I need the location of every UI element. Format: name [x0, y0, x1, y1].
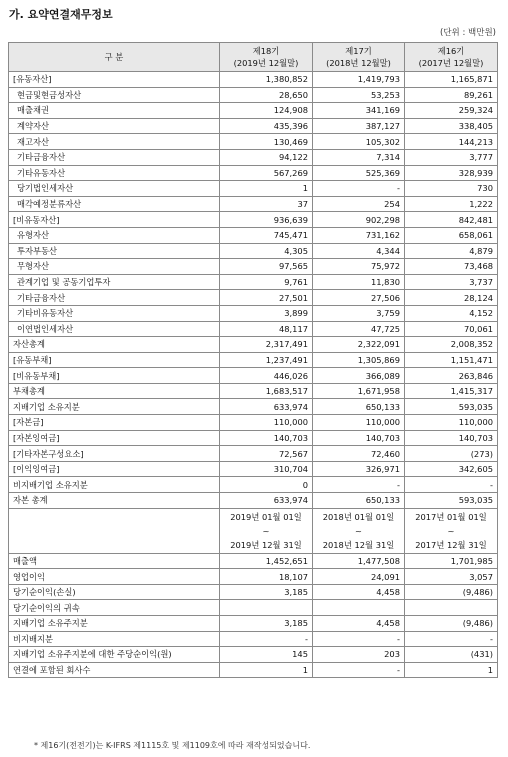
row-value-2: 328,939	[405, 165, 498, 181]
row-label: [유동부채]	[9, 352, 220, 368]
table-row	[9, 493, 498, 509]
row-value-2: (273)	[405, 446, 498, 462]
row-value-1: 4,344	[313, 243, 405, 259]
table-row	[9, 212, 498, 228]
row-value-0: 3,185	[220, 584, 313, 600]
table-row	[9, 600, 498, 616]
table-row	[9, 553, 498, 569]
row-value-2: 259,324	[405, 103, 498, 119]
row-value-0: 1,683,517	[220, 383, 313, 399]
table-header-row	[9, 43, 498, 72]
row-value-0: 2,317,491	[220, 337, 313, 353]
row-label: [유동자산]	[9, 72, 220, 88]
row-value-2: 2,008,352	[405, 337, 498, 353]
row-label: 기타유동자산	[9, 165, 220, 181]
period-0-from: 2019년 01월 01일	[230, 511, 302, 522]
table-row	[9, 274, 498, 290]
row-value-2: 263,846	[405, 368, 498, 384]
period-0-tilde: ~	[262, 525, 270, 536]
row-value-0: 3,185	[220, 616, 313, 632]
table-row	[9, 118, 498, 134]
header-col-0-sub: (2019년 12월말)	[233, 58, 299, 68]
period-0-to: 2019년 12월 31일	[230, 539, 302, 550]
row-value-0: 0	[220, 477, 313, 493]
row-value-1: 650,133	[313, 399, 405, 415]
row-value-0: 4,305	[220, 243, 313, 259]
row-value-1: -	[313, 181, 405, 197]
table-row	[9, 616, 498, 632]
row-label: 당기순이익(손실)	[9, 584, 220, 600]
row-value-2: (9,486)	[405, 616, 498, 632]
header-col-2	[405, 43, 498, 72]
row-label: [비유동자산]	[9, 212, 220, 228]
row-value-2: 144,213	[405, 134, 498, 150]
row-value-2: 1	[405, 662, 498, 678]
table-row	[9, 662, 498, 678]
row-value-0: 140,703	[220, 430, 313, 446]
row-label: 비지배지분	[9, 631, 220, 647]
table-row	[9, 368, 498, 384]
period-2-from: 2017년 01월 01일	[415, 511, 487, 522]
row-value-1: 11,830	[313, 274, 405, 290]
row-value-2: -	[405, 631, 498, 647]
table-row	[9, 87, 498, 103]
row-label: 연결에 포함된 회사수	[9, 662, 220, 678]
table-row	[9, 415, 498, 431]
row-value-1: 1,419,793	[313, 72, 405, 88]
row-label: [기타자본구성요소]	[9, 446, 220, 462]
row-value-0: 310,704	[220, 461, 313, 477]
row-value-0: 27,501	[220, 290, 313, 306]
period-cell-2	[405, 508, 498, 553]
row-value-0: 567,269	[220, 165, 313, 181]
header-col-1-sub: (2018년 12월말)	[326, 58, 391, 68]
row-value-0: 28,650	[220, 87, 313, 103]
table-row	[9, 305, 498, 321]
row-label: 부채총계	[9, 383, 220, 399]
row-value-1: 326,971	[313, 461, 405, 477]
row-value-1: 27,506	[313, 290, 405, 306]
period-cell-0	[220, 508, 313, 553]
row-value-0: 633,974	[220, 493, 313, 509]
row-label: 유형자산	[9, 227, 220, 243]
section-title: 가. 요약연결재무정보	[9, 8, 113, 21]
row-label: [자본금]	[9, 415, 220, 431]
row-value-2: 3,737	[405, 274, 498, 290]
row-value-2: 140,703	[405, 430, 498, 446]
row-value-0: 130,469	[220, 134, 313, 150]
row-value-1: 341,169	[313, 103, 405, 119]
row-label: 무형자산	[9, 259, 220, 275]
row-value-1: 105,302	[313, 134, 405, 150]
row-value-2: 658,061	[405, 227, 498, 243]
row-value-2: 1,701,985	[405, 553, 498, 569]
table-row	[9, 584, 498, 600]
row-value-1: -	[313, 477, 405, 493]
row-value-2: (431)	[405, 647, 498, 663]
row-value-1: -	[313, 631, 405, 647]
row-label: 계약자산	[9, 118, 220, 134]
row-value-1: 366,089	[313, 368, 405, 384]
table-row	[9, 227, 498, 243]
row-value-1: 1,477,508	[313, 553, 405, 569]
row-value-2: 342,605	[405, 461, 498, 477]
table-row	[9, 461, 498, 477]
row-value-1: 525,369	[313, 165, 405, 181]
table-row	[9, 446, 498, 462]
period-2-tilde: ~	[447, 525, 455, 536]
row-value-1: 72,460	[313, 446, 405, 462]
row-label: 당기순이익의 귀속	[9, 600, 220, 616]
unit-label: (단위 : 백만원)	[440, 28, 496, 38]
table-row	[9, 259, 498, 275]
footnote: * 제16기(전전기)는 K-IFRS 제1115호 및 제1109호에 따라 재작성되었습니다.	[34, 741, 311, 750]
table-row	[9, 430, 498, 446]
row-value-1: 4,458	[313, 584, 405, 600]
row-value-1: 387,127	[313, 118, 405, 134]
row-value-2: 28,124	[405, 290, 498, 306]
row-value-1	[313, 600, 405, 616]
table-row	[9, 243, 498, 259]
row-label: [이익잉여금]	[9, 461, 220, 477]
period-1-from: 2018년 01월 01일	[322, 511, 395, 522]
row-value-0: 435,396	[220, 118, 313, 134]
header-col-0-name: 제18기	[252, 46, 280, 56]
summary-financial-table	[8, 42, 498, 678]
row-value-0: 745,471	[220, 227, 313, 243]
header-col-2-name: 제16기	[437, 46, 465, 56]
row-value-2: 1,151,471	[405, 352, 498, 368]
row-label: [자본잉여금]	[9, 430, 220, 446]
row-value-1: 1,671,958	[313, 383, 405, 399]
row-value-0: 145	[220, 647, 313, 663]
header-col-0	[220, 43, 313, 72]
table-row	[9, 103, 498, 119]
header-col-1-name: 제17기	[345, 46, 372, 56]
row-value-1: 731,162	[313, 227, 405, 243]
row-value-0: 633,974	[220, 399, 313, 415]
table-row	[9, 165, 498, 181]
row-value-1: -	[313, 662, 405, 678]
row-label: 매출액	[9, 553, 220, 569]
header-item: 구 분	[9, 43, 220, 72]
row-value-0: 48,117	[220, 321, 313, 337]
row-label: 이연법인세자산	[9, 321, 220, 337]
table-row	[9, 321, 498, 337]
row-value-1: 140,703	[313, 430, 405, 446]
period-1-to: 2018년 12월 31일	[322, 539, 395, 550]
row-value-0: 1	[220, 181, 313, 197]
row-value-2: 1,165,871	[405, 72, 498, 88]
row-label: 기타금융자산	[9, 149, 220, 165]
table-row	[9, 196, 498, 212]
row-value-0: 1,452,651	[220, 553, 313, 569]
table-row	[9, 134, 498, 150]
row-label: 자산총계	[9, 337, 220, 353]
row-label: 지배기업 소유주지분에 대한 주당순이익(원)	[9, 647, 220, 663]
row-value-1: 2,322,091	[313, 337, 405, 353]
row-value-0: 97,565	[220, 259, 313, 275]
period-cell-1	[313, 508, 405, 553]
row-value-2: 593,035	[405, 399, 498, 415]
row-value-2: 110,000	[405, 415, 498, 431]
row-label: 기타금융자산	[9, 290, 220, 306]
row-value-1: 1,305,869	[313, 352, 405, 368]
table-row	[9, 631, 498, 647]
row-value-0: 1,380,852	[220, 72, 313, 88]
row-label: 매출채권	[9, 103, 220, 119]
header-col-1	[313, 43, 405, 72]
table-row	[9, 337, 498, 353]
table-row	[9, 383, 498, 399]
table-row	[9, 290, 498, 306]
row-value-1: 4,458	[313, 616, 405, 632]
period-row	[9, 508, 498, 553]
row-value-1: 75,972	[313, 259, 405, 275]
period-body	[9, 508, 498, 553]
row-value-1: 7,314	[313, 149, 405, 165]
row-label: 현금및현금성자산	[9, 87, 220, 103]
row-label: 기타비유동자산	[9, 305, 220, 321]
row-value-2: 338,405	[405, 118, 498, 134]
row-value-0: 72,567	[220, 446, 313, 462]
period-2-to: 2017년 12월 31일	[415, 539, 487, 550]
row-value-2: 73,468	[405, 259, 498, 275]
table-row	[9, 181, 498, 197]
table-row	[9, 399, 498, 415]
row-value-2	[405, 600, 498, 616]
row-value-1: 650,133	[313, 493, 405, 509]
row-label: 매각예정분류자산	[9, 196, 220, 212]
row-label: 자본 총계	[9, 493, 220, 509]
row-label: 지배기업 소유주지분	[9, 616, 220, 632]
row-value-1: 47,725	[313, 321, 405, 337]
row-value-1: 203	[313, 647, 405, 663]
table-row	[9, 569, 498, 585]
table-row	[9, 72, 498, 88]
period-label-cell	[9, 508, 220, 553]
row-value-0: 18,107	[220, 569, 313, 585]
row-value-2: 70,061	[405, 321, 498, 337]
row-value-2: 1,415,317	[405, 383, 498, 399]
row-value-2: 1,222	[405, 196, 498, 212]
row-value-0: 1,237,491	[220, 352, 313, 368]
row-value-2: (9,486)	[405, 584, 498, 600]
row-value-1: 254	[313, 196, 405, 212]
row-value-2: 3,057	[405, 569, 498, 585]
row-label: 관계기업 및 공동기업투자	[9, 274, 220, 290]
header-col-2-sub: (2017년 12월말)	[418, 58, 484, 68]
row-value-1: 3,759	[313, 305, 405, 321]
row-value-1: 110,000	[313, 415, 405, 431]
row-value-2: 730	[405, 181, 498, 197]
row-value-0: 1	[220, 662, 313, 678]
row-value-2: 4,152	[405, 305, 498, 321]
row-value-0: 9,761	[220, 274, 313, 290]
row-label: 재고자산	[9, 134, 220, 150]
row-value-1: 902,298	[313, 212, 405, 228]
row-value-0: 110,000	[220, 415, 313, 431]
period-1-tilde: ~	[355, 525, 362, 536]
table-row	[9, 477, 498, 493]
row-value-1: 53,253	[313, 87, 405, 103]
row-label: [비유동부채]	[9, 368, 220, 384]
row-value-2: 842,481	[405, 212, 498, 228]
table-row	[9, 352, 498, 368]
income-body	[9, 553, 498, 678]
row-label: 지배기업 소유지분	[9, 399, 220, 415]
row-value-0: 3,899	[220, 305, 313, 321]
row-value-0: 446,026	[220, 368, 313, 384]
table-row	[9, 647, 498, 663]
row-value-2: 4,879	[405, 243, 498, 259]
row-value-0: 936,639	[220, 212, 313, 228]
row-value-0: -	[220, 631, 313, 647]
row-value-0: 37	[220, 196, 313, 212]
row-label: 투자부동산	[9, 243, 220, 259]
row-value-0: 124,908	[220, 103, 313, 119]
row-value-2: 3,777	[405, 149, 498, 165]
row-label: 당기법인세자산	[9, 181, 220, 197]
row-value-1: 24,091	[313, 569, 405, 585]
row-value-0: 94,122	[220, 149, 313, 165]
row-label: 영업이익	[9, 569, 220, 585]
row-value-2: 593,035	[405, 493, 498, 509]
balance-body	[9, 72, 498, 509]
table-row	[9, 149, 498, 165]
row-value-2: 89,261	[405, 87, 498, 103]
row-value-0	[220, 600, 313, 616]
row-value-2: -	[405, 477, 498, 493]
row-label: 비지배기업 소유지분	[9, 477, 220, 493]
